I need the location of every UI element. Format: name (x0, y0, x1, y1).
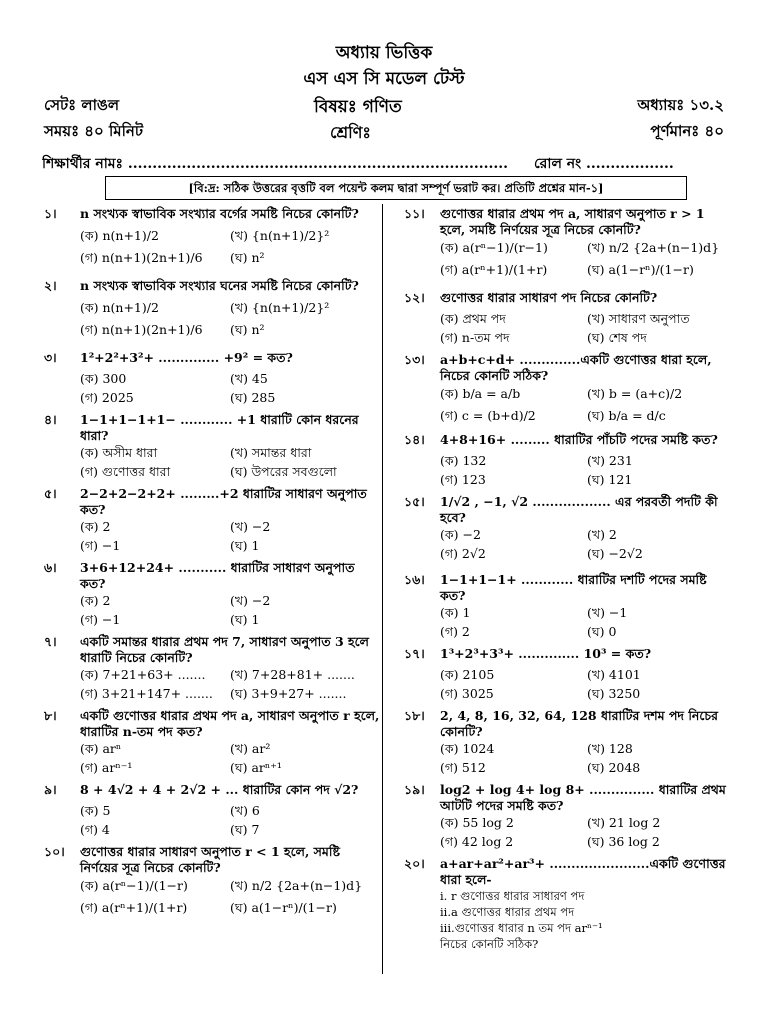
option-ga[interactable]: (গ) n(n+1)(2n+1)/6 (80, 322, 203, 337)
options-grid (440, 666, 734, 702)
question-8 (44, 708, 380, 776)
question-5 (404, 494, 734, 562)
option-kha[interactable]: (খ) −1 (587, 605, 628, 620)
option-ga[interactable]: (গ) 123 (440, 472, 486, 487)
statement-1: i. r গুণোত্তর ধারার সাধারণ পদ (440, 889, 585, 903)
option-ka[interactable]: (ক) 2105 (440, 667, 495, 682)
question-1 (404, 206, 734, 280)
option-gha[interactable]: (ঘ) 3+9+27+ ....... (230, 686, 347, 701)
question-text: 1³+2³+3³+ .............. 10³ = কত? (440, 646, 652, 661)
option-kha[interactable]: (খ) {n(n+1)/2}² (230, 228, 330, 243)
subject-label: বিষয়ঃ গণিত (314, 97, 402, 117)
question-5 (44, 486, 380, 554)
question-text-row (404, 782, 734, 814)
option-ga[interactable]: (গ) 2025 (80, 390, 134, 405)
option-gha[interactable]: (ঘ) 3250 (587, 686, 641, 701)
question-4 (404, 432, 734, 488)
question-7 (404, 646, 734, 702)
column-divider (382, 204, 383, 974)
question-text: log2 + log 4+ log 8+ ............... ধারাটির প্রথম আটটি পদের সমষ্টি কত? (440, 782, 726, 813)
question-1 (44, 206, 380, 268)
right-column (404, 206, 734, 958)
option-gha[interactable]: (ঘ) a(1−rⁿ)/(1−r) (587, 262, 694, 277)
question-number: ১৭। (404, 646, 425, 661)
option-ga[interactable]: (গ) 4 (80, 822, 110, 837)
option-ga[interactable]: (গ) c = (b+d)/2 (440, 408, 536, 423)
option-ka[interactable]: (ক) b/a = a/b (440, 386, 521, 401)
option-gha[interactable]: (ঘ) n² (230, 250, 265, 265)
option-gha[interactable]: (ঘ) 121 (587, 472, 633, 487)
question-number: ১১। (404, 206, 425, 221)
option-kha[interactable]: (খ) সমান্তর ধারা (230, 445, 312, 460)
question-text: a+b+c+d+ ..............একটি গুণোত্তর ধারা হলে, নিচের কোনটি সঠিক? (440, 352, 712, 383)
question-2 (44, 278, 380, 340)
question-6 (404, 572, 734, 640)
question-text-row (404, 856, 734, 888)
option-ka[interactable]: (ক) 300 (80, 371, 127, 386)
option-gha[interactable]: (ঘ) n² (230, 322, 265, 337)
question-3 (404, 352, 734, 426)
option-kha[interactable]: (খ) {n(n+1)/2}² (230, 300, 330, 315)
question-text-row (404, 646, 734, 666)
left-column (44, 206, 380, 924)
question-text-row (44, 560, 380, 592)
question-text: 8 + 4√2 + 4 + 2√2 + ... ধারাটির কোন পদ √2? (80, 782, 359, 797)
option-ka[interactable]: (ক) arⁿ (80, 741, 122, 756)
question-text-row (44, 844, 380, 876)
question-text: একটি গুণোত্তর ধারার প্রথম পদ a, সাধারণ অনুপাত r হলে, ধারাটির n-তম পদ কত? (80, 708, 380, 739)
option-kha[interactable]: (খ) 231 (587, 453, 633, 468)
option-kha[interactable]: (খ) 21 log 2 (587, 815, 661, 830)
options-grid (440, 452, 734, 488)
question-number: ১০। (44, 844, 65, 859)
statement-4: নিচের কোনটি সঠিক? (440, 937, 539, 951)
option-gha[interactable]: (ঘ) শেষ পদ (587, 330, 647, 345)
question-text: 1−1+1−1+1− ............ +1 ধারাটি কোন ধরনের ধারা? (80, 412, 359, 443)
option-ka[interactable]: (ক) n(n+1)/2 (80, 228, 159, 243)
header-line2: এস এস সি মডেল টেস্ট (303, 69, 465, 89)
question-text: 2−2+2−2+2+ .........+2 ধারাটির সাধারণ অনুপাত কত? (80, 486, 367, 517)
chapter-label: অধ্যায়ঃ ১৩.২ (637, 96, 724, 114)
header-line1: অধ্যায় ভিত্তিক (335, 43, 433, 63)
option-ga[interactable]: (গ) 512 (440, 760, 486, 775)
option-ka[interactable]: (ক) 1024 (440, 741, 495, 756)
question-text-row (44, 206, 380, 226)
set-label: সেটঃ লাঙল (44, 96, 120, 114)
question-text-row (44, 486, 380, 518)
option-kha[interactable]: (খ) 128 (587, 741, 633, 756)
option-gha[interactable]: (ঘ) −2√2 (587, 546, 643, 561)
option-kha[interactable]: (খ) 6 (230, 803, 260, 818)
option-ga[interactable]: (গ) n-তম পদ (440, 330, 510, 345)
options-grid (440, 604, 734, 640)
question-text: গুণোত্তর ধারার সাধারণ অনুপাত r < 1 হলে, সমষ্টি নির্ণয়ের সূত্র নিচের কোনটি? (80, 844, 340, 875)
options-grid (440, 740, 734, 776)
question-text: a+ar+ar²+ar³+ .......................একটি গুণোত্তর ধারা হলে- (440, 856, 726, 887)
option-kha[interactable]: (খ) ar² (230, 741, 271, 756)
option-gha[interactable]: (ঘ) a(1−rⁿ)/(1−r) (230, 900, 337, 915)
question-number: ১৪। (404, 432, 425, 447)
option-kha[interactable]: (খ) −2 (230, 519, 271, 534)
question-number: ৯। (44, 782, 57, 797)
option-ka[interactable]: (ক) 7+21+63+ ....... (80, 667, 206, 682)
option-ka[interactable]: (ক) a(rⁿ−1)/(r−1) (440, 240, 548, 255)
option-ga[interactable]: (গ) 3+21+147+ ....... (80, 686, 213, 701)
option-ga[interactable]: (গ) a(rⁿ+1)/(1+r) (440, 262, 548, 277)
question-number: ১৮। (404, 708, 425, 723)
question-number: ১৫। (404, 494, 425, 509)
question-text-row (44, 708, 380, 740)
options-grid (80, 518, 380, 554)
question-text: 1²+2²+3²+ .............. +9² = কত? (80, 350, 293, 365)
options-grid (440, 384, 734, 426)
options-grid (80, 740, 380, 776)
option-gha[interactable]: (ঘ) 1 (230, 538, 260, 553)
option-gha[interactable]: (ঘ) b/a = d/c (587, 408, 666, 423)
question-number: ৮। (44, 708, 57, 723)
question-number: ১। (44, 206, 57, 221)
question-text-row (404, 572, 734, 604)
statement-2: ii.a গুণোত্তর ধারার প্রথম পদ (440, 905, 575, 919)
question-number: ১৯। (404, 782, 425, 797)
instruction-note: [বি:দ্র: সঠিক উত্তরের বৃত্তটি বল পয়েন্ট কলম দ্বারা সম্পূর্ণ ভরাট কর। প্রতিটি প্রশ্নের মান-১] (105, 176, 687, 200)
option-ka[interactable]: (ক) 1 (440, 605, 471, 620)
option-gha[interactable]: (ঘ) arⁿ⁺¹ (230, 760, 282, 775)
question-text-row (404, 494, 734, 526)
option-ga[interactable]: (গ) arⁿ⁻¹ (80, 760, 133, 775)
option-ka[interactable]: (ক) n(n+1)/2 (80, 300, 159, 315)
question-9 (44, 782, 380, 838)
option-kha[interactable]: (খ) 4101 (587, 667, 641, 682)
option-ga[interactable]: (গ) গুণোত্তর ধারা (80, 464, 171, 479)
question-number: ১৬। (404, 572, 425, 587)
options-grid (440, 814, 734, 850)
question-number: ৩। (44, 350, 57, 365)
option-gha[interactable]: (ঘ) 36 log 2 (587, 834, 660, 849)
question-text: গুণোত্তর ধারার প্রথম পদ a, সাধারণ অনুপাত r > 1 হলে, সমষ্টি নির্ণয়ের সূত্র নিচের কোনটি? (440, 206, 705, 237)
option-ka[interactable]: (ক) −2 (440, 527, 481, 542)
question-text-row (404, 352, 734, 384)
question-text-row (44, 278, 380, 298)
option-gha[interactable]: (ঘ) উপরের সবগুলো (230, 464, 337, 479)
options-grid (80, 666, 380, 702)
question-number: ৪। (44, 412, 57, 427)
question-text-row (44, 412, 380, 444)
question-number: ২০। (404, 856, 425, 871)
question-text: 1−1+1−1+ ............ ধারাটির দশটি পদের সমষ্টি কত? (440, 572, 707, 603)
option-ga[interactable]: (গ) 2√2 (440, 546, 486, 561)
question-text-row (44, 350, 380, 370)
question-text: 1/√2 , −1, √2 .................. এর পরবর্তী পদটি কী হবে? (440, 494, 718, 525)
question-text: 3+6+12+24+ ........... ধারাটির সাধারণ অনুপাত কত? (80, 560, 355, 591)
question-text-row (404, 206, 734, 238)
question-text: 4+8+16+ ......... ধারাটির পাঁচটি পদের সমষ্টি কত? (440, 432, 718, 447)
question-number: ৭। (44, 634, 57, 649)
option-gha[interactable]: (ঘ) 285 (230, 390, 276, 405)
option-ka[interactable]: (ক) 2 (80, 519, 111, 534)
option-ga[interactable]: (গ) 42 log 2 (440, 834, 514, 849)
question-text: 2, 4, 8, 16, 32, 64, 128 ধারাটির দশম পদ নিচের কোনটি? (440, 708, 719, 739)
question-text: গুণোত্তর ধারার সাধারণ পদ নিচের কোনটি? (440, 290, 658, 305)
time-label: সময়ঃ ৪০ মিনিট (44, 122, 144, 140)
options-grid (80, 226, 380, 268)
question-3 (44, 350, 380, 406)
question-text-row (404, 432, 734, 452)
option-ka[interactable]: (ক) প্রথম পদ (440, 311, 506, 326)
question-number: ৫। (44, 486, 57, 501)
option-kha[interactable]: (খ) 45 (230, 371, 268, 386)
student-name-field: শিক্ষার্থীর নামঃ .............................................................................. (42, 156, 509, 172)
question-2 (404, 290, 734, 346)
options-grid (80, 298, 380, 340)
option-gha[interactable]: (ঘ) 2048 (587, 760, 641, 775)
option-kha[interactable]: (খ) সাধারণ অনুপাত (587, 311, 690, 326)
question-text-row (44, 782, 380, 802)
options-grid (440, 526, 734, 562)
option-kha[interactable]: (খ) −2 (230, 593, 271, 608)
options-grid (440, 310, 734, 346)
question-number: ১৩। (404, 352, 425, 367)
question-text-row (404, 708, 734, 740)
options-grid (80, 802, 380, 838)
option-ka[interactable]: (ক) 5 (80, 803, 111, 818)
option-ka[interactable]: (ক) 2 (80, 593, 111, 608)
question-number: ১২। (404, 290, 425, 305)
option-kha[interactable]: (খ) n/2 {2a+(n−1)d} (230, 878, 363, 893)
option-ka[interactable]: (ক) a(rⁿ−1)/(1−r) (80, 878, 188, 893)
options-grid (80, 444, 380, 480)
option-ka[interactable]: (ক) 55 log 2 (440, 815, 514, 830)
question-number: ২। (44, 278, 57, 293)
option-kha[interactable]: (খ) n/2 {2a+(n−1)d} (587, 240, 720, 255)
option-kha[interactable]: (খ) 7+28+81+ ....... (230, 667, 355, 682)
question-10 (44, 844, 380, 918)
question-text: একটি সমান্তর ধারার প্রথম পদ 7, সাধারণ অনুপাত 3 হলে ধারাটি নিচের কোনটি? (80, 634, 369, 665)
option-ga[interactable]: (গ) 3025 (440, 686, 494, 701)
question-10 (404, 856, 734, 952)
statement-3: iii.গুণোত্তর ধারার n তম পদ arⁿ⁻¹ (440, 921, 603, 935)
option-gha[interactable]: (ঘ) 1 (230, 612, 260, 627)
question-9 (404, 782, 734, 850)
option-kha[interactable]: (খ) b = (a+c)/2 (587, 386, 683, 401)
options-grid (80, 592, 380, 628)
question-text: n সংখ্যক স্বাভাবিক সংখ্যার ঘনের সমষ্টি নিচের কোনটি? (80, 278, 359, 293)
question-6 (44, 560, 380, 628)
marks-label: পূর্ণমানঃ ৪০ (650, 122, 724, 140)
option-ka[interactable]: (ক) 132 (440, 453, 487, 468)
option-ga[interactable]: (গ) 2 (440, 624, 470, 639)
option-ka[interactable]: (ক) অসীম ধারা (80, 445, 158, 460)
question-text: n সংখ্যক স্বাভাবিক সংখ্যার বর্গের সমষ্টি নিচের কোনটি? (80, 206, 359, 221)
question-text-row (404, 290, 734, 310)
question-8 (404, 708, 734, 776)
options-grid (80, 370, 380, 406)
options-grid (80, 876, 380, 918)
option-ga[interactable]: (গ) a(rⁿ+1)/(1+r) (80, 900, 188, 915)
roll-field: রোল নং .................. (534, 156, 674, 172)
question-text-row (44, 634, 380, 666)
option-ga[interactable]: (গ) −1 (80, 538, 121, 553)
class-label: শ্রেণিঃ (330, 123, 371, 142)
options-grid (440, 238, 734, 280)
option-kha[interactable]: (খ) 2 (587, 527, 617, 542)
option-gha[interactable]: (ঘ) 0 (587, 624, 617, 639)
student-name-row (42, 152, 732, 176)
option-ga[interactable]: (গ) −1 (80, 612, 121, 627)
option-gha[interactable]: (ঘ) 7 (230, 822, 260, 837)
question-number: ৬। (44, 560, 57, 575)
option-ga[interactable]: (গ) n(n+1)(2n+1)/6 (80, 250, 203, 265)
question-7 (44, 634, 380, 702)
question-4 (44, 412, 380, 480)
